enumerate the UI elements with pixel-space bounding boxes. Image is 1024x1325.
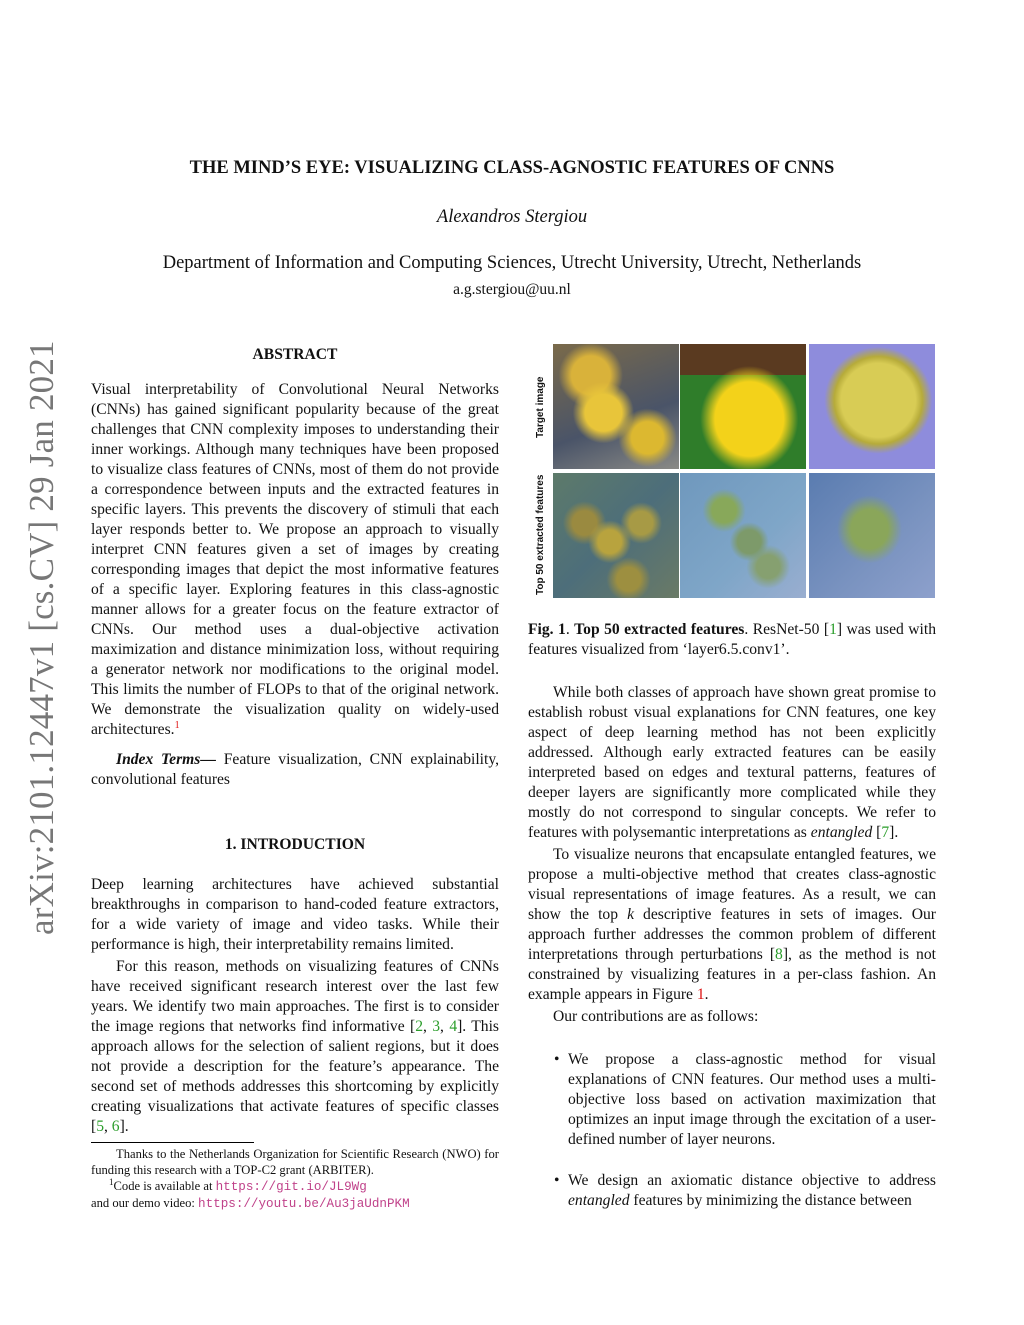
- paper-title: THE MIND’S EYE: VISUALIZING CLASS-AGNOSTIC FEATURES OF CNNS: [189, 158, 835, 178]
- bullet-text: [568, 1172, 936, 1209]
- text-run: and our demo video:: [91, 1196, 199, 1210]
- abstract-body: [91, 380, 499, 740]
- text-run: ] was used with features visualized from ‘layer6.5.conv1’.: [528, 621, 936, 658]
- text-run: We propose a class-agnostic method for visual explanations of CNN features. Our method uses a multi-objective loss based on activation maximization that optimizes an input image through the excitation of a user-defined number of layer neurons.: [568, 1051, 936, 1148]
- citation-link[interactable]: 7: [881, 824, 890, 841]
- author: Alexandros Stergiou: [436, 207, 588, 227]
- text-run: We design an axiomatic distance objective to address: [568, 1172, 936, 1189]
- citation-link[interactable]: 6: [111, 1118, 120, 1135]
- right-paragraph-3: [528, 1007, 936, 1027]
- emphasis: entangled: [568, 1192, 630, 1209]
- url-link[interactable]: https://youtu.be/Au3jaUdnPKM: [198, 1197, 410, 1211]
- index-terms-text: Feature visualization, CNN explainability, convolutional features: [91, 751, 500, 788]
- citation-link[interactable]: 4: [449, 1018, 458, 1035]
- footnote-code: [91, 1178, 499, 1195]
- footnote-thanks: Thanks to the Netherlands Organization for Scientific Research (NWO) for funding this research with a TOP-C2 grant (ARBITER).: [91, 1147, 499, 1177]
- email: a.g.stergiou@uu.nl: [453, 281, 571, 298]
- text-run: ,: [422, 1018, 433, 1035]
- right-paragraph-2: [528, 845, 936, 1005]
- contribution-bullet-2: [528, 1171, 936, 1211]
- figure-caption: [528, 620, 936, 660]
- right-column: [528, 620, 936, 1211]
- footnotes: [91, 1146, 499, 1212]
- text-run: features by minimizing the distance between: [629, 1192, 912, 1209]
- abstract-heading: ABSTRACT: [252, 346, 338, 363]
- introduction-heading: 1. INTRODUCTION: [224, 836, 366, 853]
- text-run: Deep learning architectures have achieved substantial breakthroughs in comparison to hand-coded feature extractors, for a wide variety of image and video tasks. While their performance is high, their interpretability remains limited.: [91, 876, 499, 953]
- citation-link[interactable]: 2: [415, 1018, 423, 1035]
- footnote-number: 1: [109, 1176, 114, 1187]
- citation-link[interactable]: 5: [96, 1118, 104, 1135]
- row-label-target: Target image: [535, 376, 546, 438]
- text-run: ,: [440, 1018, 450, 1035]
- text-run: .: [565, 621, 575, 638]
- text-run: To visualize neurons that encapsulate entangled features, we propose a multi-objective method that creates class-agnostic visual representations of image features. As a result, we can show the top: [528, 846, 936, 923]
- feature-visualization-1: [553, 473, 679, 598]
- bold-text: Fig. 1: [528, 621, 566, 638]
- target-image-market-bananas: [553, 344, 679, 469]
- feature-visualization-3: [809, 473, 935, 598]
- citation-link[interactable]: 1: [829, 621, 837, 638]
- math-symbol: k: [627, 906, 634, 923]
- index-terms-label: Index Terms—: [116, 751, 216, 768]
- citation-link[interactable]: 8: [775, 946, 783, 963]
- text-run: Code is available at: [113, 1179, 216, 1193]
- footnote-rule: [91, 1142, 254, 1143]
- text-run: ].: [119, 1118, 129, 1135]
- text-run: Visual interpretability of Convolutional Neural Networks (CNNs) has gained significant popularity because of the great challenges that CNN complexity imposes to understanding their inner workings. Although many techniques have been proposed to visualize class features of CNNs, most of them do not provide a correspondence between inputs and the extracted features in specific layers. This prevents the discovery of stimuli that each layer responds better to. We propose an approach to visually interpret CNN features given a set of images by creating corresponding images that depict the most informative features of a specific layer. Exploring features in this class-agnostic manner allows for a greater focus on the feature extractor of CNNs. Our method uses a dual-objective activation maximization and distance minimization loss, without requiring a generator network nor modifications to the original model. This limits the number of FLOPs to that of the original network. We demonstrate the visualization quality on widely-used architectures.: [91, 381, 499, 738]
- text-run: While both classes of approach have shown great promise to establish robust visual explanations for CNN features, one key aspect of deep learning method has not been explicitly addressed. Although early extracted features can be easily interpreted based on edges and textural patterns, features of deeper layers are significantly more complicated while they mostly do not correspond to singular concepts. We refer to features with polysemantic interpretations as: [528, 684, 936, 841]
- url-link[interactable]: https://git.io/JL9Wg: [215, 1180, 367, 1194]
- affiliation: Department of Information and Computing Sciences, Utrecht University, Utrecht, Netherlands: [162, 253, 862, 273]
- row-label-features: Top 50 extracted features: [535, 474, 546, 595]
- right-paragraph-1: [528, 683, 936, 843]
- text-run: .: [704, 986, 709, 1003]
- text-run: For this reason, methods on visualizing features of CNNs have received significant research interest over the last few years. We identify two main approaches. The first is to consider the image regions that networks find informative [: [91, 958, 499, 1035]
- arxiv-stamp: arXiv:2101.12447v1 [cs.CV] 29 Jan 2021: [22, 340, 61, 935]
- intro-paragraph-1: [91, 875, 499, 955]
- bold-text: Top 50 extracted features: [574, 621, 745, 638]
- figure-1: [530, 340, 940, 605]
- index-terms: [91, 750, 499, 790]
- text-run: ], as the method is not constrained by visualizing features in a per-class fashion. An example appears in Figure: [528, 946, 936, 1003]
- figure-ref-link[interactable]: 1: [696, 986, 705, 1003]
- target-image-banana-bunch: [809, 344, 935, 469]
- feature-visualization-2: [680, 473, 806, 598]
- text-run: [: [872, 824, 882, 841]
- text-run: ].: [889, 824, 899, 841]
- text-run: descriptive features in sets of images. Our approach further addresses the common problem of different interpretations through perturbations [: [528, 906, 936, 963]
- footnote-marker[interactable]: 1: [174, 719, 180, 731]
- text-run: Our contributions are as follows:: [553, 1008, 759, 1025]
- citation-link[interactable]: 3: [432, 1018, 441, 1035]
- target-image-crate-bananas: [680, 344, 806, 469]
- emphasis: entangled: [810, 824, 873, 841]
- text-run: ,: [104, 1118, 112, 1135]
- bullet-icon: •: [554, 1051, 560, 1068]
- intro-paragraph-2: [91, 957, 499, 1137]
- contribution-bullet-1: [528, 1050, 936, 1150]
- bullet-icon: •: [554, 1172, 560, 1189]
- bullet-text: [568, 1051, 936, 1148]
- abstract-section: [91, 345, 499, 1137]
- text-run: . ResNet-50 [: [744, 621, 830, 638]
- footnote-demo: [91, 1195, 499, 1212]
- text-run: ]. This approach allows for the selection of salient regions, but it does not provide a description for the feature’s appearance. The second set of methods addresses this shortcoming by explicitly creating visualizations that activate features of specific classes [: [91, 1018, 500, 1135]
